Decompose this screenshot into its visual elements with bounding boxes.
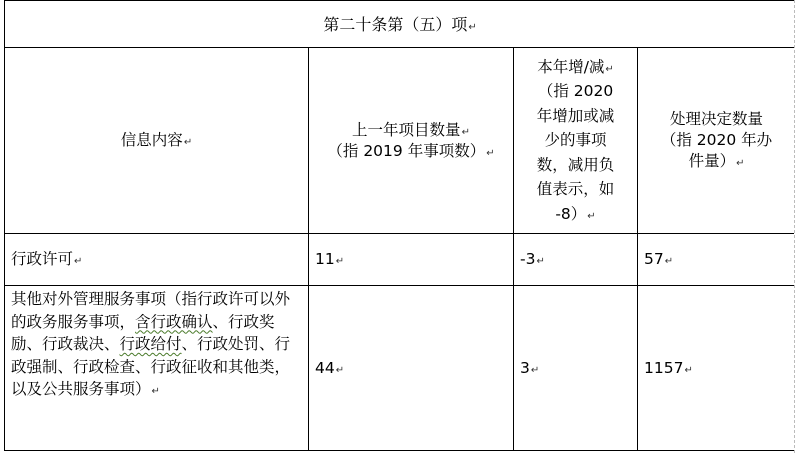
header-prev-year-line1: 上一年项目数量 [352,120,461,139]
row-prev-year-value: 44 [315,358,335,377]
cell-decisions [638,286,796,451]
row-prev-year-value: 11 [315,250,335,268]
header-change-line: 数，减用负 [536,155,615,174]
header-prev-year-line2: （指 2019 年事项数） [327,141,486,160]
row-content-text: 行政许可 [11,250,74,268]
paragraph-mark-icon: ↵ [536,256,545,267]
row-change-value: 3 [520,358,530,377]
table-title-row [5,1,796,48]
cell-decisions [638,234,796,286]
row-decisions-value: 57 [644,250,664,268]
info-table [4,0,796,451]
paragraph-mark-icon: ↵ [605,63,614,75]
cell-content [5,286,309,451]
page-edge [794,0,800,453]
cell-change [514,286,638,451]
table-title-cell [5,1,796,48]
header-decisions-line1: 处理决定数量 [670,110,764,128]
paragraph-mark-icon: ↵ [736,158,745,169]
paragraph-mark-icon: ↵ [183,137,193,148]
header-change-line: -8） [555,204,587,223]
row-content-text-c: 、行政奖励、行政裁决、 [11,312,275,353]
header-prev-year [309,48,514,234]
header-change-line: （指 2020 [537,82,614,101]
paragraph-mark-icon: ↵ [468,21,477,33]
table-row [5,286,796,451]
paragraph-mark-icon: ↵ [664,256,674,267]
header-change-line: 本年增/减 [537,57,605,76]
header-decisions [638,48,796,234]
header-info-content-label: 信息内容 [120,131,183,149]
table-title: 第二十条第（五）项 [323,14,468,34]
paragraph-mark-icon: ↵ [461,126,470,138]
paragraph-mark-icon: ↵ [684,364,693,376]
cell-change [514,234,638,286]
row-content-text-d: 行政给付 [119,335,182,353]
header-change-line: 值表示，如 [536,180,615,199]
paragraph-mark-icon: ↵ [335,256,345,267]
cell-prev-year [309,286,514,451]
header-change [514,48,638,234]
table-header-row [5,48,796,234]
header-info-content [5,48,309,234]
cell-content [5,234,309,286]
paragraph-mark-icon: ↵ [486,147,495,159]
header-change-line: 年增加或减 [536,106,615,125]
row-content-text-e: 、行政处罚、行政强制、行政检查、行政征收和其他类，以及公共服务事项） [11,335,291,398]
header-decisions-line2: （指 2020 年办 [660,131,773,149]
paragraph-mark-icon: ↵ [587,210,596,222]
header-decisions-line3: 件量） [688,152,736,170]
row-change-value: -3 [520,250,536,268]
cell-prev-year [309,234,514,286]
row-decisions-value: 1157 [644,358,684,377]
table-row [5,234,796,286]
paragraph-mark-icon: ↵ [530,364,540,376]
paragraph-mark-icon: ↵ [335,364,345,376]
paragraph-mark-icon: ↵ [151,386,160,397]
paragraph-mark-icon: ↵ [74,256,83,267]
row-content-text-b: 含行政确认 [135,312,213,331]
header-change-line: 少的事项 [544,131,607,150]
row-content-text-a: 其他对外管理服务事项（指行政许可以外的政务服务事项， [11,290,291,331]
